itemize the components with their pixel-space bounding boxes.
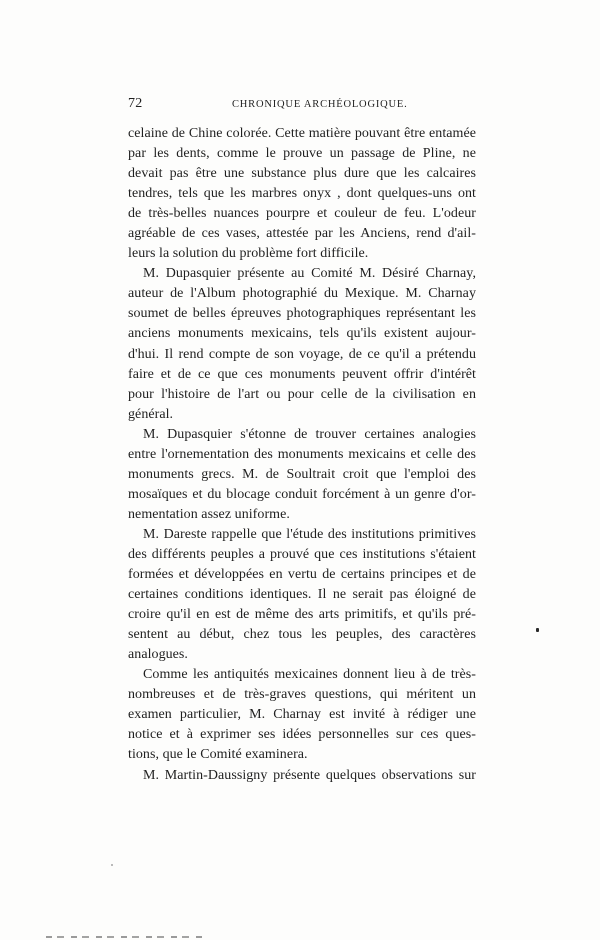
page-header [128, 96, 476, 118]
text-line: notice et à exprimer ses idées personnelles sur ces ques- [128, 727, 476, 743]
text-line: des différents peuples a prouvé que ces institutions s'étaient [128, 546, 476, 562]
scan-mark [536, 628, 539, 632]
text-lines [128, 124, 476, 786]
text-line: auteur de l'Album photographié du Mexique. M. Charnay [128, 286, 476, 302]
text-line: général. [128, 406, 174, 422]
text-line: entre l'ornementation des monuments mexicains et celle des [128, 446, 476, 462]
text-line: Comme les antiquités mexicaines donnent lieu à de très- [143, 667, 476, 683]
text-line: celaine de Chine colorée. Cette matière pouvant être entamée [128, 126, 476, 141]
text-line: M. Martin-Daussigny présente quelques observations sur [143, 767, 476, 783]
text-line: soumet de belles épreuves photographiques représentant les [128, 306, 476, 322]
body-text [128, 124, 476, 786]
text-line: examen particulier, M. Charnay est invité à rédiger une [128, 707, 476, 723]
text-line: analogues. [128, 647, 188, 663]
text-line: tions, que le Comité examinera. [128, 747, 308, 763]
text-line: par les dents, comme le prouve un passage de Pline, ne [128, 146, 476, 162]
text-line: leurs la solution du problème fort difficile. [128, 246, 369, 262]
text-line: certaines conditions identiques. Il ne serait pas éloigné de [128, 587, 476, 603]
text-line: M. Dareste rappelle que l'étude des institutions primitives [143, 526, 476, 542]
text-line: anciens monuments mexicains, tels qu'ils existent aujour- [128, 326, 476, 342]
text-line: pour l'histoire de l'art ou pour celle de la civilisation en [128, 386, 476, 402]
text-line: de très-belles nuances pourpre et couleur de feu. L'odeur [128, 206, 476, 222]
text-line: tendres, tels que les marbres onyx , dont quelques-uns ont [128, 186, 476, 202]
text-line: nementation assez uniforme. [128, 506, 290, 522]
text-line: devait pas être une substance plus dure que les calcaires [128, 166, 476, 182]
text-line: croire qu'il en est de même des arts primitifs, et qu'ils pré- [128, 607, 476, 623]
bottom-scan-artifact [46, 936, 202, 938]
text-line: mosaïques et du blocage conduit forcément à un genre d'or- [128, 486, 476, 502]
text-line: faire et de ce que ces monuments peuvent offrir d'intérêt [128, 366, 476, 382]
text-line: formées et développées en vertu de certains principes et de [128, 567, 476, 583]
text-line: agréable de ces vases, attestée par les Anciens, rend d'ail- [128, 226, 476, 242]
text-line: M. Dupasquier s'étonne de trouver certaines analogies [143, 426, 476, 442]
text-line: monuments grecs. M. de Soultrait croit que l'emploi des [128, 466, 476, 482]
text-line: M. Dupasquier présente au Comité M. Désiré Charnay, [143, 266, 476, 282]
text-line: sentent au début, chez tous les peuples, des caractères [128, 627, 476, 643]
scan-speck [111, 864, 113, 866]
running-title: CHRONIQUE ARCHÉOLOGIQUE. [232, 99, 408, 110]
text-line: nombreuses et de très-graves questions, qui méritent un [128, 687, 476, 703]
text-line: d'hui. Il rend compte de son voyage, de ce qu'il a prétendu [128, 346, 476, 362]
page-number: 72 [128, 96, 143, 111]
